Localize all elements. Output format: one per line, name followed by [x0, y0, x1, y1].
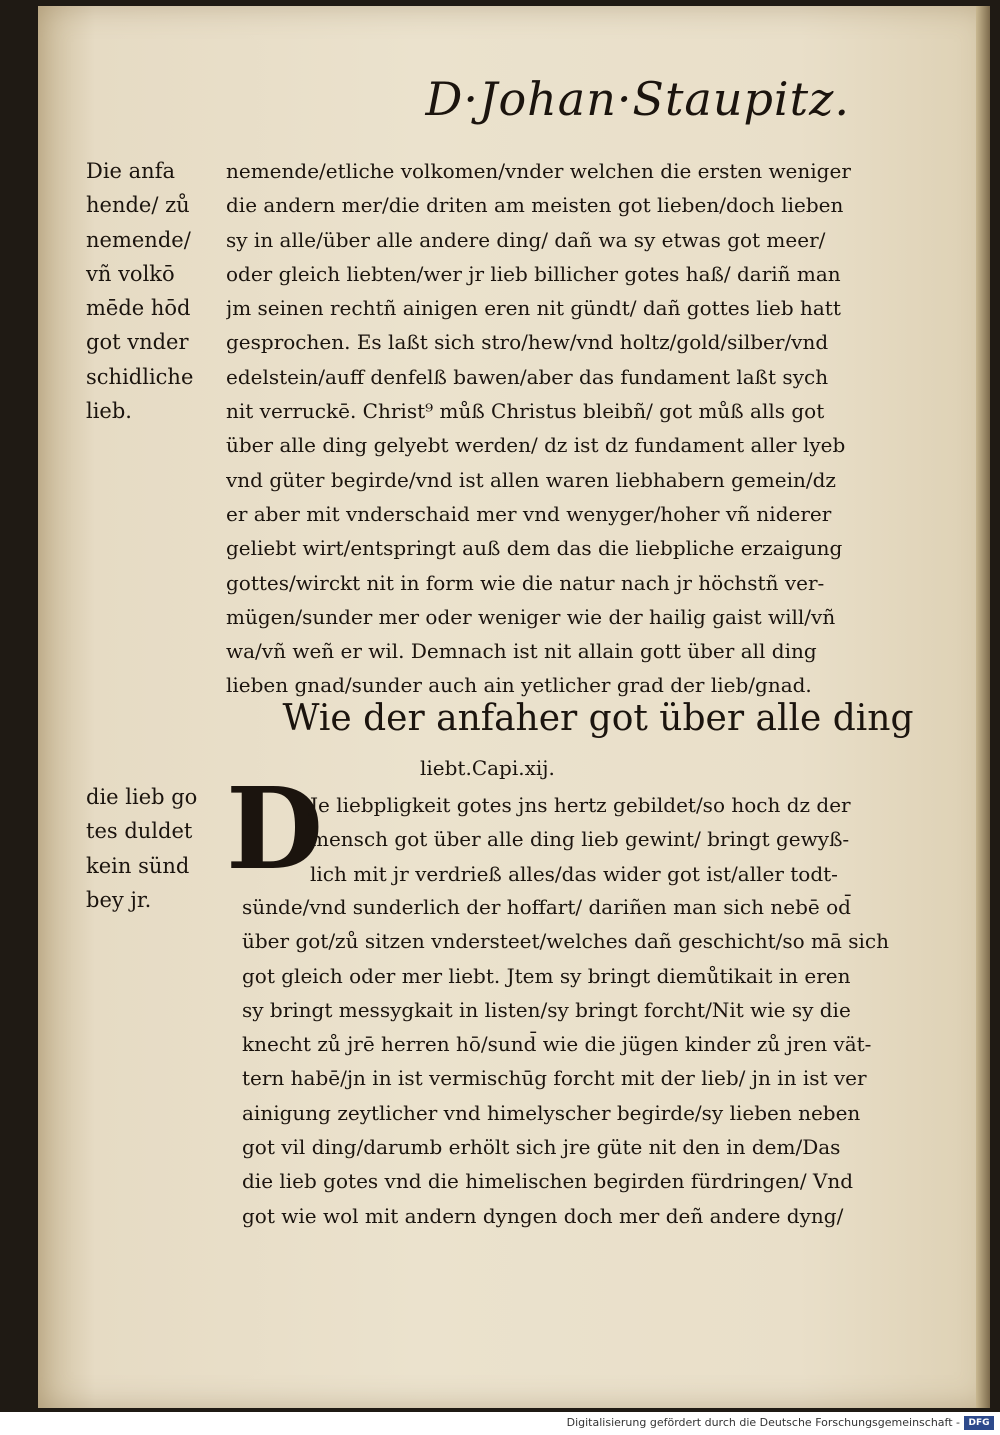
margin-note-line: hende/ zů [86, 193, 190, 218]
margin-note-1 [86, 154, 193, 428]
text-line: jm seinen rechtñ ainigen eren nit gündt/ dañ gottes lieb hatt [226, 296, 841, 321]
text-line: die andern mer/die driten am meisten got lieben/doch lieben [226, 193, 844, 218]
text-line: geliebt wirt/entspringt auß dem das die liebpliche erzaigung [226, 536, 843, 561]
text-line: lieben gnad/sunder auch ain yetlicher grad der lieb/gnad. [226, 673, 812, 698]
running-header: D·Johan·Staupitz. [425, 72, 850, 126]
text-line: wa/vñ weñ er wil. Demnach ist nit allain gott über all ding [226, 639, 817, 664]
margin-note-line: die lieb go [86, 785, 198, 809]
text-line: lich mit jr verdrieß alles/das wider got ist/aller todt- [310, 861, 838, 886]
body-paragraph-2 [242, 890, 952, 1233]
text-line: nit verruckē. Christ⁹ můß Christus bleibñ/ got můß alls got [226, 399, 825, 424]
margin-note-line: vñ volkō [86, 261, 175, 286]
margin-note-line: Die anfa [86, 159, 175, 183]
body-paragraph-1 [226, 154, 946, 703]
funding-credit: Digitalisierung gefördert durch die Deutsche Forschungsgemeinschaft - [566, 1416, 960, 1429]
text-line: got vil ding/darumb erhölt sich jre güte nit den in dem/Das [242, 1135, 841, 1160]
margin-note-line: nemende/ [86, 227, 191, 252]
text-line: knecht zů jrē herren hō/sund̄ wie die jügen kinder zů jren vät- [242, 1032, 872, 1057]
body-paragraph-2-initial-lines [310, 788, 851, 891]
text-line: oder gleich liebten/wer jr lieb billicher gotes haß/ dariñ man [226, 261, 841, 286]
text-line: got wie wol mit andern dyngen doch mer deñ andere dyng/ [242, 1203, 844, 1228]
text-line: vnd güter begirde/vnd ist allen waren liebhabern gemein/dz [226, 467, 836, 492]
text-line: über got/zů sitzen vndersteet/welches dañ geschicht/so mā sich [242, 929, 890, 954]
text-line: nemende/etliche volkomen/vnder welchen die ersten weniger [226, 159, 851, 183]
text-line: tern habē/jn in ist vermischūg forcht mit der lieb/ jn in ist ver [242, 1066, 867, 1091]
margin-note-line: schidliche [86, 364, 194, 389]
text-line: Je liebpligkeit gotes jns hertz gebildet/so hoch dz der [310, 793, 851, 817]
text-line: edelstein/auff denfelß bawen/aber das fundament laßt sych [226, 364, 829, 389]
text-line: er aber mit vnderschaid mer vnd wenyger/hoher vñ niderer [226, 501, 832, 526]
text-line: gottes/wirckt nit in form wie die natur nach jr höchstñ ver- [226, 570, 825, 595]
text-line: gesprochen. Es laßt sich stro/hew/vnd holtz/gold/silber/vnd [226, 330, 829, 355]
margin-note-line: got vnder [86, 330, 189, 355]
margin-note-line: mēde hōd [86, 296, 191, 321]
text-line: sy in alle/über alle andere ding/ dañ wa sy etwas got meer/ [226, 227, 826, 252]
margin-note-line: tes duldet [86, 819, 193, 844]
margin-note-line: lieb. [86, 399, 132, 424]
margin-note-line: bey jr. [86, 887, 152, 912]
chapter-subheading: liebt.Capi.xij. [420, 756, 555, 780]
text-line: ainigung zeytlicher vnd himelyscher begirde/sy lieben neben [242, 1100, 861, 1125]
margin-note-line: kein sünd [86, 853, 190, 878]
chapter-heading: Wie der anfaher got über alle ding [282, 698, 914, 739]
text-line: got gleich oder mer liebt. Jtem sy bringt diemůtikait in eren [242, 963, 851, 988]
page-edge [976, 6, 990, 1408]
text-line: mügen/sunder mer oder weniger wie der hailig gaist will/vñ [226, 604, 836, 629]
drop-cap-initial: D [226, 764, 324, 895]
text-line: mensch got über alle ding lieb gewint/ bringt gewyß- [310, 827, 850, 852]
text-line: über alle ding gelyebt werden/ dz ist dz fundament aller lyeb [226, 433, 846, 458]
dfg-logo: DFG [964, 1416, 994, 1430]
text-line: die lieb gotes vnd die himelischen begirden fürdringen/ Vnd [242, 1169, 854, 1194]
margin-note-2 [86, 780, 197, 917]
text-line: sünde/vnd sunderlich der hoffart/ dariñen man sich nebē od̄ [242, 895, 851, 919]
footer-bar [0, 1412, 1000, 1435]
text-line: sy bringt messygkait in listen/sy bringt forcht/Nit wie sy die [242, 997, 851, 1022]
